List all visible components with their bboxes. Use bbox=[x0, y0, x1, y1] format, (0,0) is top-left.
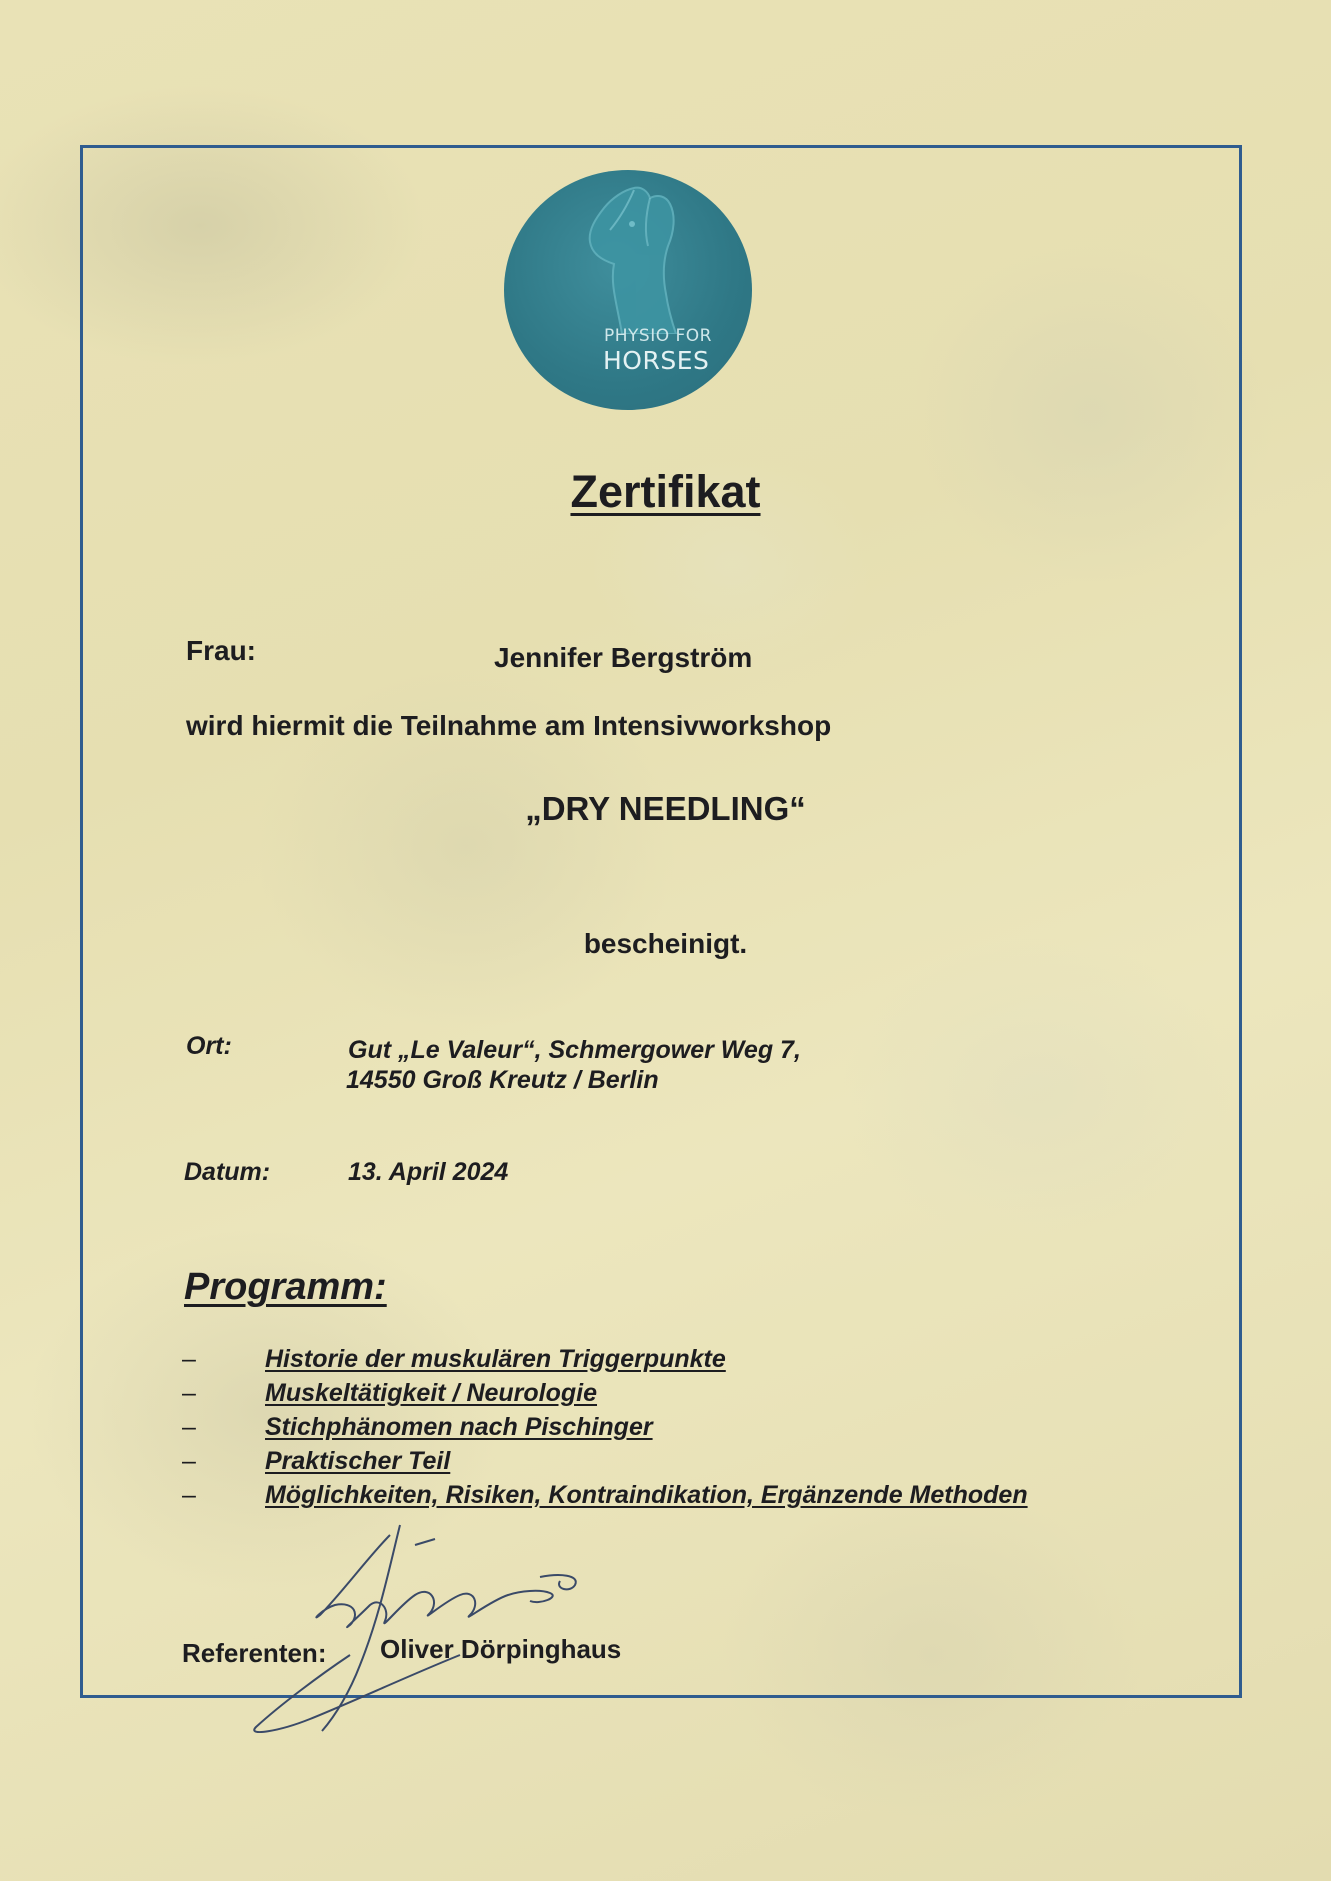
program-item-text: Möglichkeiten, Risiken, Kontraindikation, Ergänzende Methoden bbox=[265, 1481, 1028, 1509]
intro-text: wird hiermit die Teilnahme am Intensivworkshop bbox=[186, 710, 832, 741]
recipient-name: Jennifer Bergström bbox=[494, 642, 753, 673]
bullet-dash: – bbox=[182, 1481, 196, 1509]
bullet-dash: – bbox=[182, 1413, 196, 1441]
referent-name: Oliver Dörpinghaus bbox=[380, 1634, 622, 1664]
logo-text-line1: PHYSIO FOR bbox=[604, 326, 712, 346]
confirmation-text: bescheinigt. bbox=[583, 928, 748, 959]
bullet-dash: – bbox=[182, 1345, 196, 1373]
physio-for-horses-logo bbox=[504, 170, 752, 410]
horse-head-icon bbox=[562, 184, 702, 334]
location-line2: 14550 Groß Kreutz / Berlin bbox=[346, 1066, 659, 1094]
location-line1: Gut „Le Valeur“, Schmergower Weg 7, bbox=[348, 1036, 801, 1064]
bullet-dash: – bbox=[182, 1447, 196, 1475]
program-item-text: Muskeltätigkeit / Neurologie bbox=[265, 1379, 598, 1407]
logo-text-line2: HORSES bbox=[603, 346, 710, 375]
workshop-name: „DRY NEEDLING“ bbox=[525, 790, 806, 827]
program-item-text: Praktischer Teil bbox=[265, 1447, 451, 1475]
salutation-label: Frau: bbox=[186, 635, 256, 666]
location-label: Ort: bbox=[186, 1032, 232, 1060]
program-heading: Programm: bbox=[184, 1266, 387, 1308]
bullet-dash: – bbox=[182, 1379, 196, 1407]
program-item-text: Historie der muskulären Triggerpunkte bbox=[265, 1345, 726, 1373]
signature-scribble bbox=[240, 1505, 700, 1745]
referent-label: Referenten: bbox=[182, 1638, 327, 1668]
program-item-text: Stichphänomen nach Pischinger bbox=[265, 1413, 653, 1441]
date-label: Datum: bbox=[184, 1158, 271, 1186]
certificate-title: Zertifikat bbox=[570, 466, 761, 517]
date-value: 13. April 2024 bbox=[348, 1158, 509, 1186]
